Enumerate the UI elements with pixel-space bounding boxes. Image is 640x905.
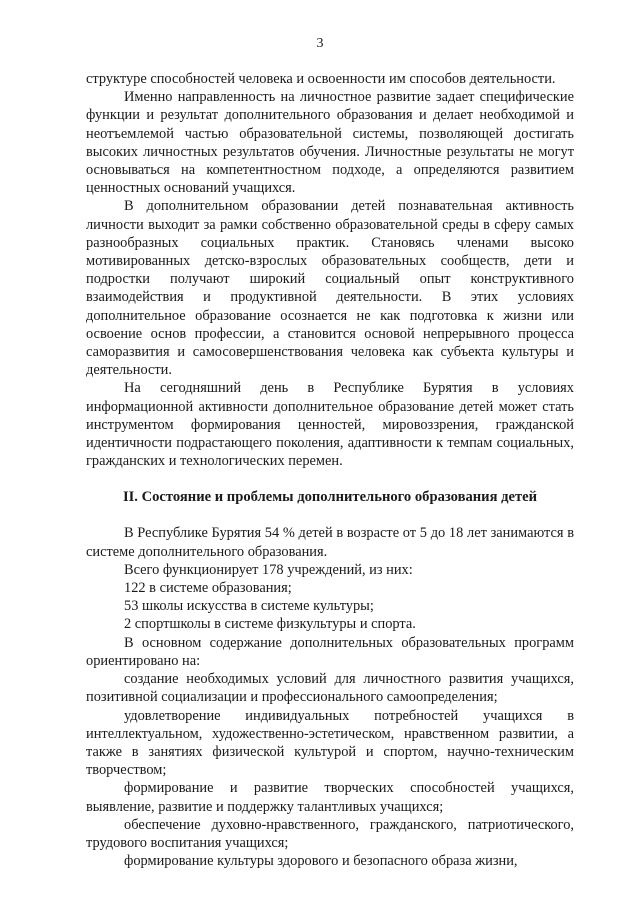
list-item: 2 спортшколы в системе физкультуры и спорта. [124,616,416,633]
orientation-item: удовлетворение индивидуальных потребностей учащихся в интеллектуальном, художественно-эстетическом, нравственном развитии, а также в занятиях физической культурой и спортом, научно-техническим творчеством; [86,707,574,779]
orientation-item: обеспечение духовно-нравственного, гражданского, патриотического, трудового воспитания учащихся; [86,816,574,851]
section-heading: II. Состояние и проблемы дополнительного образования детей [122,489,538,506]
list-intro: Всего функционирует 178 учреждений, из них: [124,561,413,578]
orientation-item: формирование культуры здорового и безопасного образа жизни, [124,853,518,870]
list-item: 53 школы искусства в системе культуры; [124,598,374,615]
page-content [86,70,574,870]
page-number: 3 [316,36,324,51]
orientation-item: создание необходимых условий для личностного развития учащихся, позитивной социализации и профессионального самоопределения; [86,671,574,706]
paragraph-4: На сегодняшний день в Республике Бурятия в условиях информационной активности дополнительное образование детей может стать инструментом формирования ценностей, мировоззрения, гражданской идентичности подрастающего поколения, адаптивности к темпам социальных, гражданских и технологических перемен. [86,380,574,470]
orientation-item: формирование и развитие творческих способностей учащихся, выявление, развитие и поддержку талантливых учащихся; [86,780,574,815]
paragraph-6: В основном содержание дополнительных образовательных программ ориентировано на: [86,634,574,669]
paragraph-3: В дополнительном образовании детей познавательная активность личности выходит за рамки собственно образовательной среды в сферу самых разнообразных социальных практик. Становясь членами высоко мотивированных детско-взрослых образовательных сообществ, дети и подростки получают широкий социальный опыт конструктивного взаимодействия и продуктивной деятельности. В этих условиях дополнительное образование осознается не как подготовка к жизни или освоение основ профессии, а становится основой непрерывного процесса саморазвития и самосовершенствования человека как субъекта культуры и деятельности. [86,198,574,379]
list-item: 122 в системе образования; [124,580,292,597]
paragraph-2: Именно направленность на личностное развитие задает специфические функции и результат дополнительного образования и делает необходимой и неотъемлемой частью образовательной системы, позволяющей достигать высоких личностных результатов обучения. Личностные результаты не могут основываться на компетентностном подходе, а определяются развитием ценностных оснований учащихся. [86,89,574,197]
paragraph-5: В Республике Бурятия 54 % детей в возрасте от 5 до 18 лет занимаются в системе дополнительного образования. [86,525,574,560]
paragraph-1: структуре способностей человека и освоенности им способов деятельности. [86,71,556,87]
